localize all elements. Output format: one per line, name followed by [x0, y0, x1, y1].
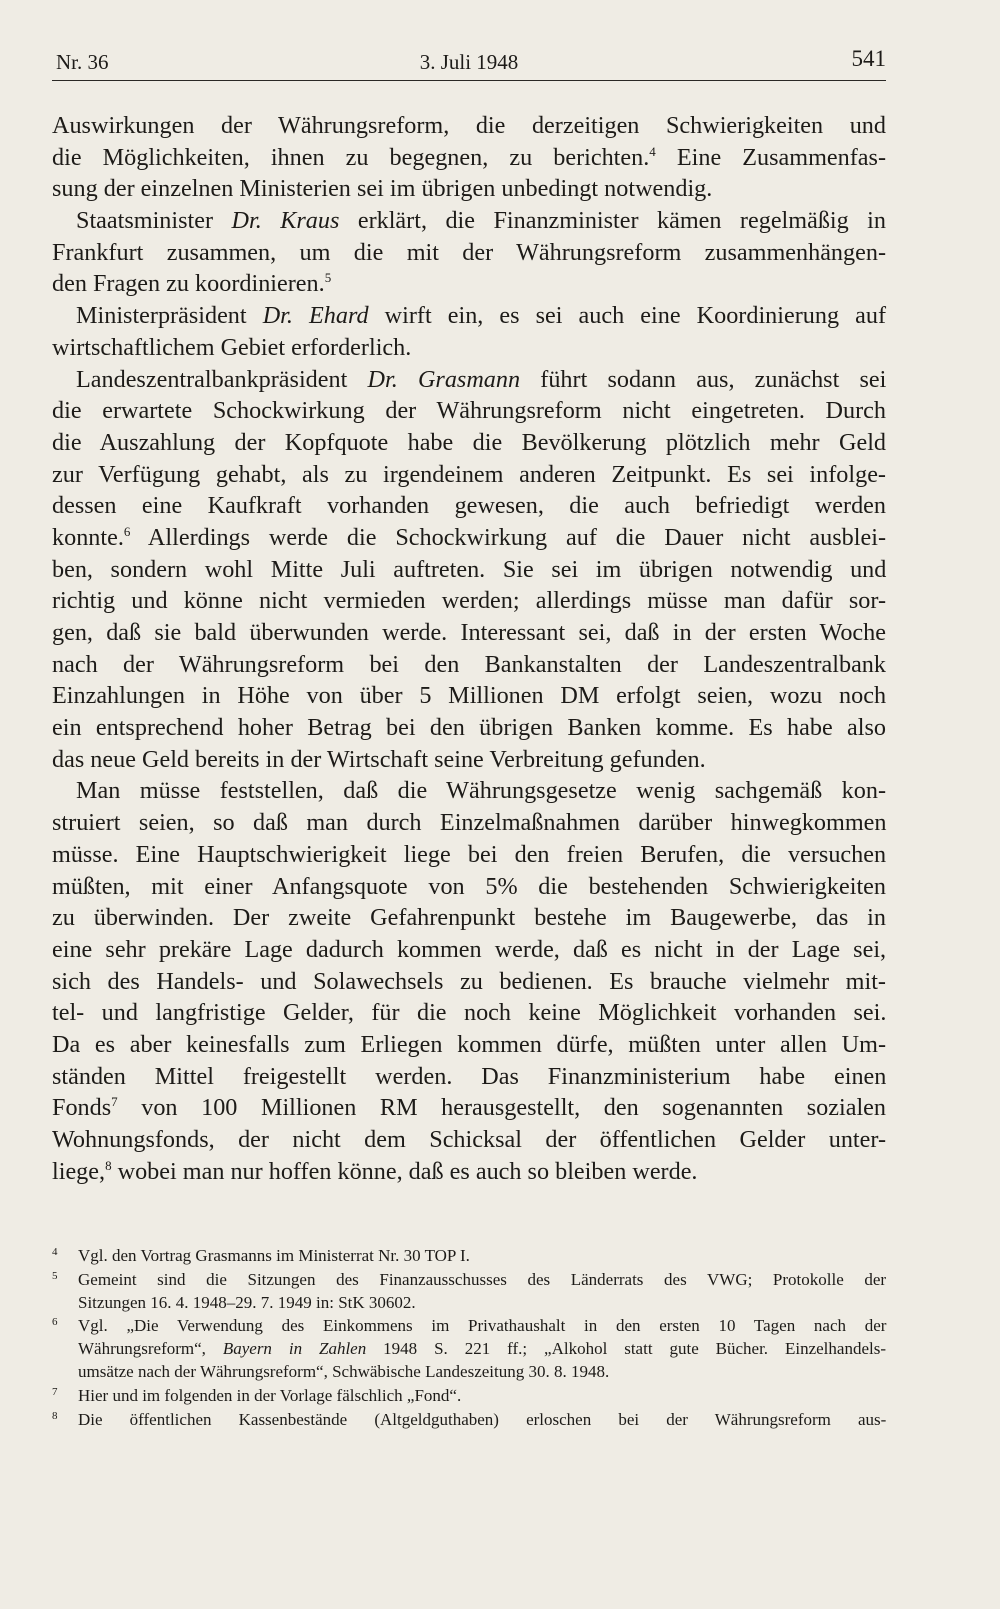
text-line: liege,$^8$ wobei man nur hoffen könne, daß es auch so bleiben werde. [52, 1157, 698, 1185]
publication-title: Bayern in Zahlen [222, 1339, 367, 1359]
text-line: Staatsminister Dr. Kraus erklärt, die Finanzminister kämen regelmäßig in [76, 207, 887, 235]
text-line: Einzahlungen in Höhe von über 5 Millionen DM erfolgt seien, wozu noch [52, 682, 887, 710]
footnote-7 [52, 1385, 886, 1408]
text-line: gen, daß sie bald überwunden werde. Interessant sei, daß in der ersten Woche [52, 619, 886, 646]
text-line: struiert seien, so daß man durch Einzelmaßnahmen darüber hinwegkommen [52, 809, 887, 837]
footnote-8 [52, 1409, 886, 1432]
page-header [52, 46, 886, 80]
text-line: zu überwinden. Der zweite Gefahrenpunkt bestehe im Baugewerbe, das in [52, 904, 886, 932]
footnote-ref: 6 [123, 523, 131, 539]
speaker-name: Dr. Grasmann [367, 365, 521, 393]
text-line: die Auszahlung der Kopfquote habe die Bevölkerung plötzlich mehr Geld [52, 428, 887, 456]
speaker-name: Dr. Kraus [231, 207, 340, 235]
footnote-number: 4 [52, 1246, 58, 1258]
text-line: richtig und könne nicht vermieden werden; allerdings müsse man dafür sor- [52, 587, 886, 615]
footnote-number: 6 [52, 1316, 58, 1329]
text-line: müsse. Eine Hauptschwierigkeit liege bei den freien Berufen, die versuchen [52, 840, 887, 868]
text-line: zur Verfügung gehabt, als zu irgendeinem anderen Zeitpunkt. Es sei infolge- [52, 460, 886, 488]
text-line: das neue Geld bereits in der Wirtschaft seine Verbreitung gefunden. [52, 745, 706, 773]
text-line: Man müsse feststellen, daß die Währungsgesetze wenig sachgemäß kon- [76, 777, 886, 805]
text-line: Auswirkungen der Währungsreform, die derzeitigen Schwierigkeiten und [52, 112, 886, 139]
footnote-text: Hier und im folgenden in der Vorlage fälschlich „Fond“. [78, 1385, 462, 1405]
text-line: den Fragen zu koordinieren.$^5$ [52, 270, 332, 298]
footnote-ref: 4 [649, 143, 656, 159]
text-line: Ministerpräsident Dr. Ehard wirft ein, es sei auch eine Koordinierung auf [76, 302, 886, 330]
text-line: die Möglichkeiten, ihnen zu begegnen, zu berichten.$^4$ Eine Zusammenfas- [52, 143, 886, 171]
speaker-name: Dr. Ehard [262, 302, 369, 330]
body-text [52, 110, 886, 1187]
text-line: ben, sondern wohl Mitte Juli auftreten. Sie sei im übrigen notwendig und [52, 555, 887, 583]
document-number: Nr. 36 [56, 50, 109, 74]
text-line: Landeszentralbankpräsident Dr. Grasmann führt sodann aus, zunächst sei [76, 365, 887, 393]
text-line: Da es aber keinesfalls zum Erliegen kommen dürfe, müßten unter allen Um- [52, 1030, 886, 1058]
footnote-text: Vgl. den Vortrag Grasmanns im Ministerrat Nr. 30 TOP I. [78, 1246, 470, 1265]
page-number: 541 [851, 46, 886, 71]
text-line: Frankfurt zusammen, um die mit der Währungsreform zusammenhängen- [52, 238, 886, 266]
text-line: Fonds$^7$ von 100 Millionen RM herausgestellt, den sogenannten sozialen [52, 1094, 886, 1122]
footnote-text: Gemeint sind die Sitzungen des Finanzausschusses des Länderrats des VWG; Protokolle der [78, 1269, 887, 1289]
text-line: Wohnungsfonds, der nicht dem Schicksal der öffentlichen Gelder unter- [52, 1126, 886, 1153]
header-rule [52, 80, 886, 81]
text-line: die erwartete Schockwirkung der Währungsreform nicht eingetreten. Durch [52, 397, 886, 425]
footnote-5 [52, 1269, 886, 1315]
footnote-text: Währungsreform“, Bayern in Zahlen 1948 S. 221 ff.; „Alkohol statt gute Bücher. Einzelhandels- [78, 1339, 886, 1359]
text-line: ein entsprechend hoher Betrag bei den übrigen Banken komme. Es habe also [52, 714, 886, 742]
footnote-text: Sitzungen 16. 4. 1948–29. 7. 1949 in: StK 30602. [78, 1292, 416, 1312]
footnote-4 [52, 1245, 886, 1268]
text-line: wirtschaftlichem Gebiet erforderlich. [52, 333, 412, 361]
footnotes [52, 1245, 886, 1431]
text-line: tel- und langfristige Gelder, für die noch keine Möglichkeit vorhanden sei. [52, 999, 887, 1027]
footnote-text: Die öffentlichen Kassenbestände (Altgeldguthaben) erloschen bei der Währungsreform aus- [78, 1409, 887, 1429]
footnote-number: 8 [52, 1409, 58, 1422]
text-line: konnte.$^6$ Allerdings werde die Schockwirkung auf die Dauer nicht ausblei- [52, 523, 886, 551]
footnote-ref: 7 [111, 1094, 118, 1110]
text-line: müßten, mit einer Anfangsquote von 5% die bestehenden Schwierigkeiten [52, 872, 886, 900]
text-line: eine sehr prekäre Lage dadurch kommen werde, daß es nicht in der Lage sei, [52, 935, 887, 963]
footnote-6 [52, 1315, 886, 1383]
footnote-text: Vgl. „Die Verwendung des Einkommens im Privathaushalt in den ersten 10 Tagen nach der [78, 1316, 887, 1336]
text-line: sich des Handels- und Solawechsels zu bedienen. Es brauche vielmehr mit- [52, 967, 886, 995]
text-line: dessen eine Kaufkraft vorhanden gewesen, die auch befriedigt werden [52, 492, 886, 520]
footnote-ref: 8 [105, 1157, 112, 1173]
footnote-ref: 5 [324, 270, 332, 286]
text-line: nach der Währungsreform bei den Bankanstalten der Landeszentralbank [52, 650, 886, 678]
footnote-number: 5 [52, 1269, 58, 1282]
footnote-text: umsätze nach der Währungsreform“, Schwäbische Landeszeitung 30. 8. 1948. [78, 1361, 610, 1381]
footnote-number: 7 [52, 1385, 58, 1398]
text-line: sung der einzelnen Ministerien sei im übrigen unbedingt notwendig. [52, 175, 713, 203]
text-line: ständen Mittel freigestellt werden. Das Finanzministerium habe einen [52, 1062, 887, 1090]
header-date: 3. Juli 1948 [419, 50, 519, 74]
